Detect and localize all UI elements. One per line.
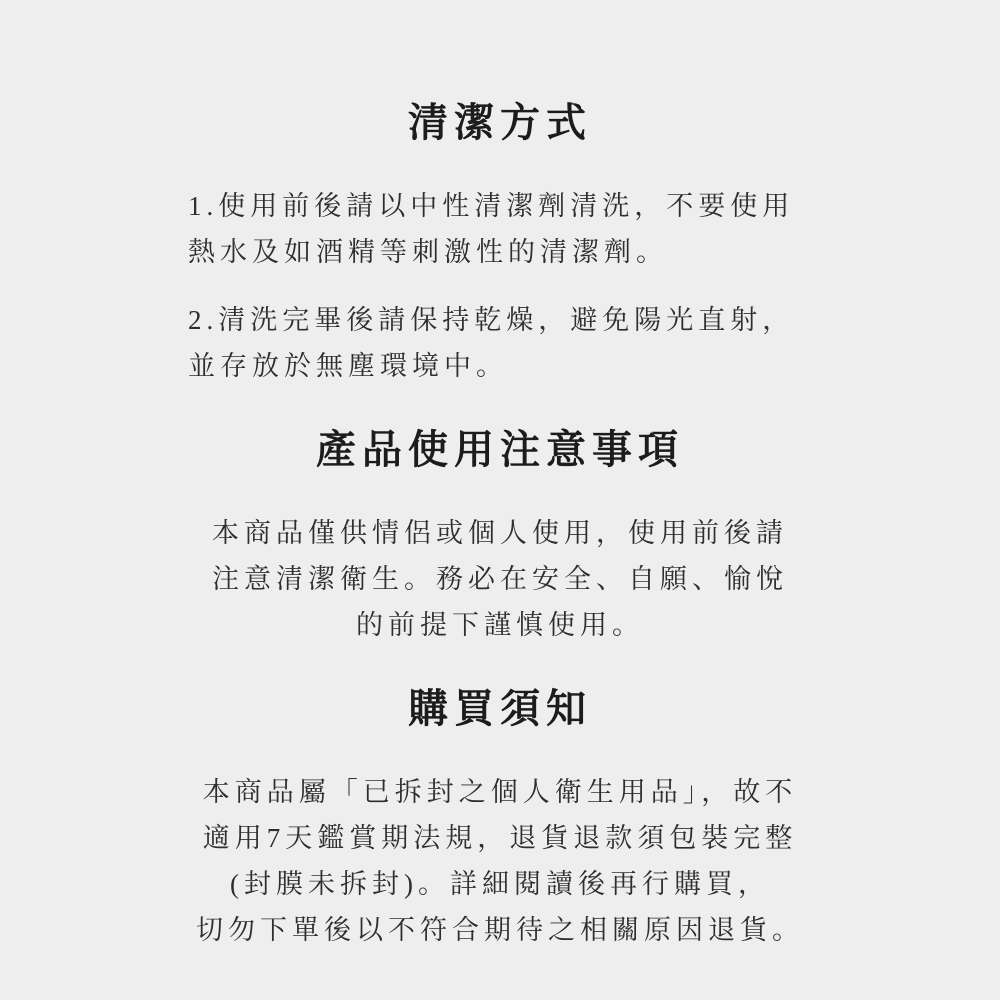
text-line: 適用7天鑑賞期法規，退貨退款須包裝完整 [202,823,798,853]
cleaning-item-1 [188,183,812,275]
text-line: 本商品僅供情侶或個人使用，使用前後請 [212,518,788,548]
cleaning-item-2 [188,297,812,389]
purchase-notice-paragraph [188,769,812,953]
usage-notes-paragraph [188,510,812,648]
text-line: 本商品屬「已拆封之個人衛生用品」，故不 [202,777,798,807]
text-line: 的前提下謹慎使用。 [356,610,644,640]
section-title-cleaning: 清潔方式 [408,100,592,145]
text-line: 2.清洗完畢後請保持乾燥，避免陽光直射， [188,305,795,335]
section-title-purchase-notice: 購買須知 [408,686,592,731]
text-line: 熱水及如酒精等刺激性的清潔劑。 [188,237,668,267]
text-line: (封膜未拆封)。詳細閱讀後再行購買， [230,869,770,899]
care-instructions-page [188,0,812,953]
text-line: 注意清潔衛生。務必在安全、自願、愉悅 [212,564,788,594]
text-line: 1.使用前後請以中性清潔劑清洗，不要使用 [188,191,795,221]
text-line: 並存放於無塵環境中。 [188,351,508,381]
text-line: 切勿下單後以不符合期待之相關原因退貨。 [196,915,804,945]
section-title-usage-notes: 產品使用注意事項 [316,427,684,472]
